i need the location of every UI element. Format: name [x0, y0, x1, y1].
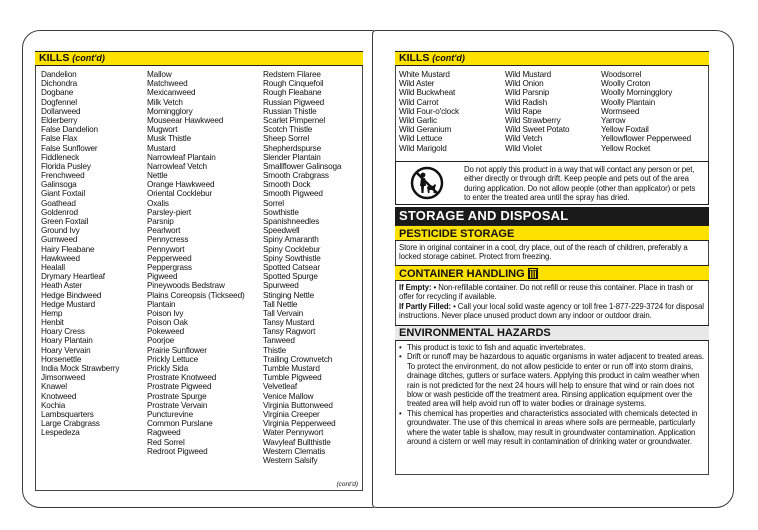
- weed-name: Narrowleaf Plantain: [147, 152, 216, 162]
- weed-name: Dollarweed: [41, 106, 81, 116]
- weed-name: False Sunflower: [41, 143, 98, 153]
- list-item: • Drift or runoff may be hazardous to aquatic organisms in water adjacent to treated areas. To protect the environment, do not allow pesticide to enter or run off into storm drains, drainage ditches, gutters or surface waters. Applying this product in calm weather when rain is not predicted for the next 24 hours will help to ensure that wind or rain does not blow or wash pesticide off the treatment area. Rinsing application equipment over the treated area will help avoid run off to water bodies or drainage systems.: [399, 352, 705, 408]
- weed-name: Woodsorrel: [601, 70, 642, 79]
- weed-name: Rough Cinquefoil: [263, 79, 324, 89]
- weed-name: India Mock Strawberry: [41, 364, 120, 373]
- kills-cont: (cont'd): [432, 53, 465, 63]
- weed-name: Spiny Sowthistle: [263, 253, 321, 263]
- weed-name: False Flax: [41, 134, 78, 144]
- weed-name: Yellow Rocket: [601, 143, 651, 153]
- weed-name: Wavyleaf Bullthistle: [263, 437, 331, 447]
- weed-name: Parsnip: [147, 217, 174, 226]
- weed-name: Tall Nettle: [263, 299, 298, 309]
- weed-name: Peppergrass: [147, 262, 192, 272]
- weed-name: Tansy Ragwort: [263, 327, 316, 337]
- weed-name: Spiny Cocklebur: [263, 244, 321, 254]
- if-partly-text: • Call your local solid waste agency or toll free 1-877-229-3724 for disposal instructions. Never place unused product down any indoor or outdoor drain.: [399, 302, 704, 321]
- weed-name: Prostrate Vervain: [147, 400, 208, 410]
- weed-name: Heath Aster: [41, 281, 83, 291]
- weed-name: Large Crabgrass: [41, 419, 100, 429]
- kills-title: KILLS: [399, 52, 430, 64]
- weed-name: Knotweed: [41, 391, 77, 401]
- weed-name: Mouseear Hawkweed: [147, 115, 224, 125]
- weed-name: Western Salsify: [263, 455, 318, 465]
- weed-name: Plantain: [147, 299, 176, 309]
- weed-name: Dogbane: [41, 88, 74, 98]
- weed-name: Sheep Sorrel: [263, 134, 309, 144]
- weed-name: Mugwort: [147, 125, 178, 135]
- weed-name: Spotted Spurge: [263, 272, 318, 282]
- weed-name: Prostrate Pigweed: [147, 382, 212, 392]
- weed-name: Florida Pusley: [41, 161, 91, 171]
- kills-title: KILLS: [39, 52, 70, 64]
- weed-name: Russian Thistle: [263, 106, 317, 116]
- weed-name: Hoary Cress: [41, 327, 85, 337]
- weed-name: Parsley-piert: [147, 207, 192, 217]
- list-item: • This product is toxic to fish and aquatic invertebrates.: [399, 343, 705, 352]
- weed-name: Nettle: [147, 171, 168, 181]
- warning-text: Do not apply this product in a way that will contact any person or pet, either directly or through drift. Keep people and pets out of the area during application. Do not allow people (other than applicator) or pets to enter the treated area until the spray has dried.: [464, 165, 696, 203]
- weed-name: Virginia Buttonweed: [263, 400, 333, 410]
- weed-name: Prickly Lettuce: [147, 354, 198, 364]
- weed-name: Wild Violet: [505, 143, 542, 153]
- environmental-hazards-list: [399, 343, 705, 446]
- weed-name: Poison Oak: [147, 318, 188, 328]
- weed-name: Thistle: [263, 345, 287, 355]
- if-partly-paragraph: [399, 302, 705, 321]
- weed-name: Slender Plantain: [263, 152, 321, 162]
- weed-name: Matchweed: [147, 79, 188, 89]
- weed-name: Dichondra: [41, 79, 77, 89]
- weed-name: Wild Sweet Potato: [505, 125, 570, 135]
- weed-name: Hoary Vervain: [41, 345, 91, 355]
- if-empty-paragraph: [399, 283, 705, 302]
- weed-name: Frenchweed: [41, 171, 85, 181]
- weed-name: Prostrate Knotweed: [147, 373, 217, 383]
- weed-name: Morningglory: [147, 106, 193, 116]
- weed-name: Wild Geranium: [399, 125, 452, 135]
- weed-name: Yellowflower Pepperweed: [601, 134, 692, 144]
- weed-name: Smooth Dock: [263, 180, 311, 190]
- weed-name: Stinging Nettle: [263, 290, 315, 300]
- weed-name: Spiny Amaranth: [263, 235, 319, 245]
- weed-name: Spotted Catsear: [263, 262, 320, 272]
- if-empty-text: • Non-refillable container. Do not refill or reuse this container. Place in trash or offer for recycling if available.: [399, 283, 694, 302]
- weed-name: Woolly Croton: [601, 79, 651, 89]
- if-partly-label: If Partly Filled:: [399, 302, 452, 311]
- weed-name: Redroot Pigweed: [147, 446, 208, 456]
- weed-column-1: [41, 70, 119, 438]
- weed-name: False Dandelion: [41, 125, 98, 135]
- weed-name: Tumble Pigweed: [263, 373, 322, 383]
- weed-name: Scotch Thistle: [263, 125, 313, 135]
- weed-name: Orange Hawkweed: [147, 180, 215, 190]
- weed-name: Puncturevine: [147, 409, 193, 419]
- if-empty-label: If Empty:: [399, 283, 432, 292]
- weed-name: Prairie Sunflower: [147, 345, 207, 355]
- weed-name: Wild Marigold: [399, 143, 447, 153]
- weed-name: Redstem Filaree: [263, 70, 321, 79]
- container-handling-heading: [395, 265, 709, 281]
- weed-name: White Mustard: [399, 70, 450, 79]
- weed-column-2: [505, 70, 569, 153]
- weed-column-3: [263, 70, 341, 465]
- weed-name: Smallflower Galinsoga: [263, 161, 342, 171]
- weed-name: Wild Onion: [505, 79, 544, 89]
- weed-name: Giant Foxtail: [41, 189, 86, 199]
- weed-name: Wild Garlic: [399, 115, 437, 125]
- right-page: [372, 30, 734, 508]
- weed-name: Elderberry: [41, 115, 78, 125]
- weed-name: Wild Buckwheat: [399, 88, 456, 98]
- weed-name: Kochia: [41, 400, 66, 410]
- weed-name: Plains Coreopsis (Tickseed): [147, 290, 245, 300]
- weed-name: Healall: [41, 262, 65, 272]
- weed-name: Wild Rape: [505, 106, 542, 116]
- pesticide-storage-text: Store in original container in a cool, dry place, out of the reach of children, preferably a locked storage cabinet. Protect from freezing.: [399, 243, 688, 262]
- weed-name: Goldenrod: [41, 207, 78, 217]
- weed-name: Pennycress: [147, 235, 189, 245]
- weed-name: Pokeweed: [147, 327, 185, 337]
- weed-name: Dandelion: [41, 70, 77, 79]
- weed-name: Poison Ivy: [147, 308, 184, 318]
- kills-cont: (cont'd): [72, 53, 105, 63]
- weed-name: Pearlwort: [147, 226, 181, 236]
- weed-column-3: [601, 70, 691, 153]
- weed-name: Tansy Mustard: [263, 318, 315, 328]
- trash-can-icon: [528, 268, 538, 284]
- weed-name: Spurweed: [263, 281, 299, 291]
- weed-name: Pepperweed: [147, 253, 192, 263]
- weed-name: Jimsonweed: [41, 373, 86, 383]
- weed-name: Mexicanweed: [147, 88, 196, 98]
- weed-name: Woolly Plantain: [601, 97, 656, 107]
- weed-name: Yellow Foxtail: [601, 125, 649, 135]
- continued-note: (cont'd): [336, 481, 358, 488]
- weed-name: Spanishneedles: [263, 217, 320, 226]
- weed-name: Trailing Crownvetch: [263, 354, 333, 364]
- weed-name: Henbit: [41, 318, 64, 328]
- weed-name: Hairy Fleabane: [41, 244, 95, 254]
- weed-name: Musk Thistle: [147, 134, 192, 144]
- weed-name: Wild Aster: [399, 79, 435, 89]
- weed-name: Green Foxtail: [41, 217, 89, 226]
- weed-name: Hoary Plantain: [41, 336, 93, 346]
- weed-name: Pineywoods Bedstraw: [147, 281, 225, 291]
- weed-name: Venice Mallow: [263, 391, 314, 401]
- weed-name: Virginia Creeper: [263, 409, 320, 419]
- weed-name: Scarlet Pimpernel: [263, 115, 326, 125]
- no-people-pets-icon: [410, 166, 444, 200]
- weed-name: Fiddleneck: [41, 152, 80, 162]
- weed-name: Sowthistle: [263, 207, 299, 217]
- weed-column-1: [399, 70, 459, 153]
- weed-name: Wild Radish: [505, 97, 548, 107]
- weed-name: Ragweed: [147, 428, 181, 438]
- weed-name: Milk Vetch: [147, 97, 183, 107]
- weed-column-2: [147, 70, 245, 456]
- weed-name: Lespedeza: [41, 428, 80, 438]
- list-item: • This chemical has properties and characteristics associated with chemicals detected in groundwater. The use of this chemical in areas where soils are permeable, particularly where the water table is shallow, may result in groundwater contamination. Application around a cistern or well may result in contamination of drinking water or groundwater.: [399, 409, 705, 447]
- weed-name: Goathead: [41, 198, 76, 208]
- weed-name: Horsenettle: [41, 354, 82, 364]
- weed-name: Speedwell: [263, 226, 300, 236]
- weed-name: Wild Parsnip: [505, 88, 550, 98]
- weed-name: Velvetleaf: [263, 382, 298, 392]
- weed-name: Mustard: [147, 143, 176, 153]
- weed-name: Yarrow: [601, 115, 626, 125]
- weed-name: Poorjoe: [147, 336, 175, 346]
- left-page: [22, 30, 376, 508]
- weed-name: Tumble Mustard: [263, 364, 320, 373]
- weed-name: Oxalis: [147, 198, 169, 208]
- weed-name: Ground Ivy: [41, 226, 80, 236]
- weed-name: Russian Pigweed: [263, 97, 325, 107]
- storage-disposal-heading: STORAGE AND DISPOSAL: [395, 207, 709, 225]
- kills-heading: [35, 51, 363, 66]
- weed-name: Smooth Crabgrass: [263, 171, 329, 181]
- weed-name: Virginia Pepperweed: [263, 419, 336, 429]
- weed-name: Gumweed: [41, 235, 78, 245]
- weed-name: Hawkweed: [41, 253, 80, 263]
- weed-name: Wormseed: [601, 106, 640, 116]
- weed-name: Water Pennywort: [263, 428, 324, 438]
- kills-heading: [395, 51, 709, 66]
- weed-name: Hedge Bindweed: [41, 290, 102, 300]
- environmental-hazards-heading: ENVIRONMENTAL HAZARDS: [395, 325, 709, 341]
- weed-name: Oriental Cocklebur: [147, 189, 213, 199]
- weed-name: Wild Lettuce: [399, 134, 443, 144]
- weed-name: Wild Strawberry: [505, 115, 561, 125]
- weed-name: Hemp: [41, 308, 63, 318]
- weed-name: Smooth Pigweed: [263, 189, 323, 199]
- weed-name: Galinsoga: [41, 180, 77, 190]
- weed-name: Pigweed: [147, 272, 178, 282]
- weed-name: Dogfennel: [41, 97, 77, 107]
- warning-box: [395, 161, 709, 205]
- pesticide-storage-heading: PESTICIDE STORAGE: [395, 225, 709, 241]
- weed-name: Knawel: [41, 382, 67, 392]
- weed-name: Rough Fleabane: [263, 88, 322, 98]
- weed-name: Wild Vetch: [505, 134, 543, 144]
- weed-name: Woolly Morningglory: [601, 88, 673, 98]
- weed-name: Wild Mustard: [505, 70, 551, 79]
- weed-name: Mallow: [147, 70, 172, 79]
- weed-name: Western Clematis: [263, 446, 326, 456]
- weed-name: Tall Vervain: [263, 308, 304, 318]
- weed-name: Sorrel: [263, 198, 284, 208]
- weed-name: Narrowleaf Vetch: [147, 161, 207, 171]
- weed-name: Wild Carrot: [399, 97, 439, 107]
- weed-name: Prostrate Spurge: [147, 391, 207, 401]
- weed-name: Red Sorrel: [147, 437, 185, 447]
- weed-name: Lambsquarters: [41, 409, 94, 419]
- weed-name: Prickly Sida: [147, 364, 188, 373]
- weed-name: Tanweed: [263, 336, 295, 346]
- weed-name: Drymary Heartleaf: [41, 272, 105, 282]
- weed-name: Common Purslane: [147, 419, 213, 429]
- weed-name: Shepherdspurse: [263, 143, 321, 153]
- weed-name: Hedge Mustard: [41, 299, 96, 309]
- weed-name: Pennywort: [147, 244, 185, 254]
- weed-name: Wild Four-o'clock: [399, 106, 459, 116]
- container-handling-title: CONTAINER HANDLING: [399, 268, 525, 280]
